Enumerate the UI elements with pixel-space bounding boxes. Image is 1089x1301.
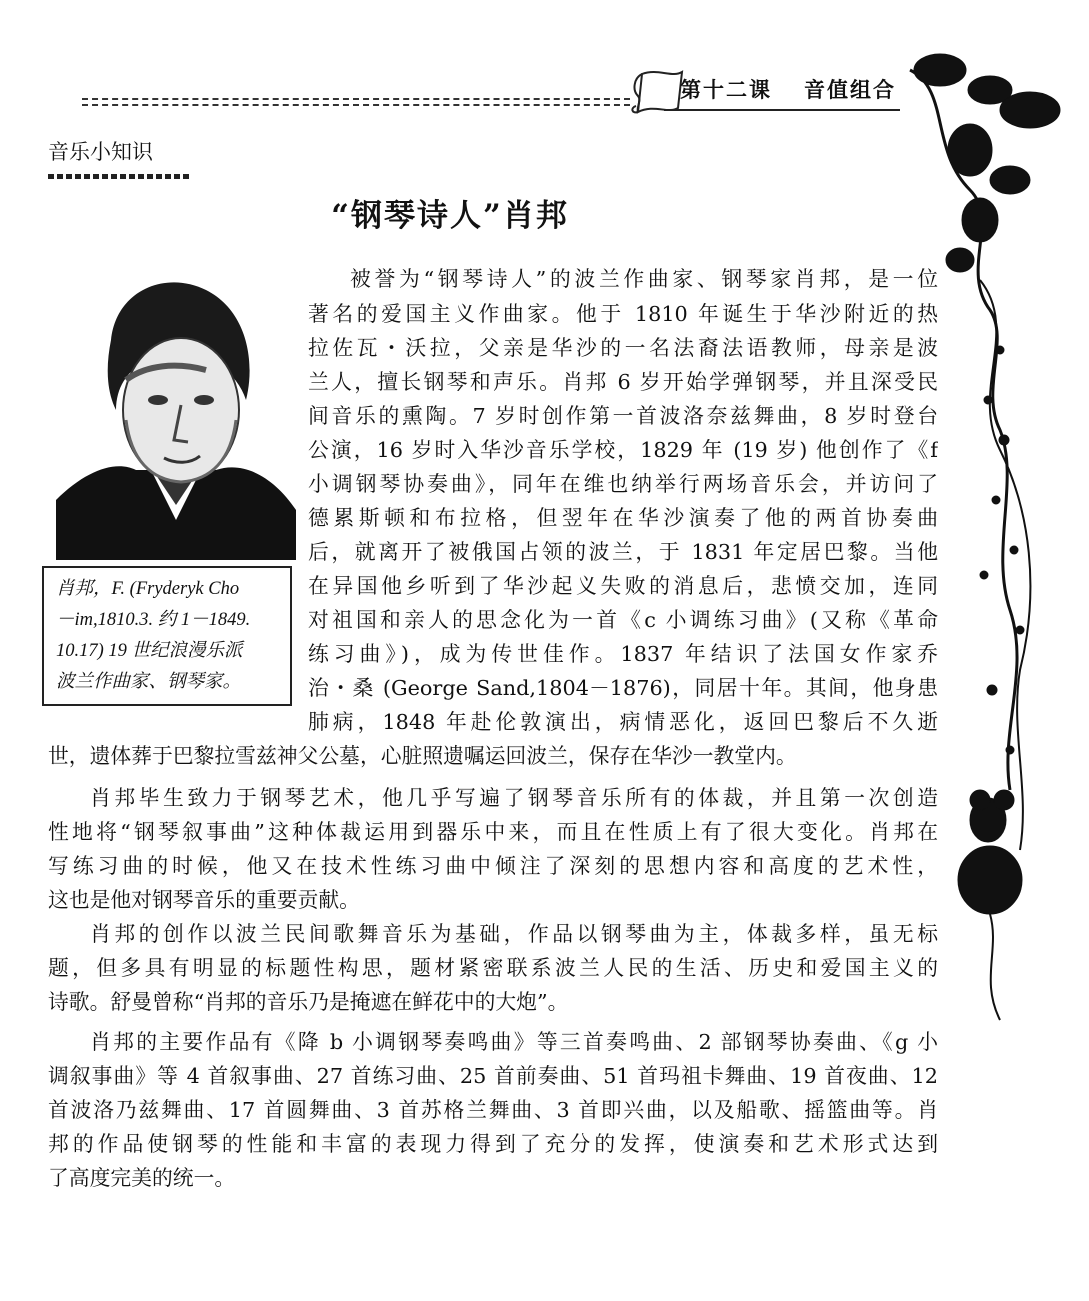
- section-label: 音乐小知识: [48, 140, 153, 164]
- body-line: 小调钢琴协奏曲》，同年在维也纳举行两场音乐会，并访问了: [308, 472, 938, 496]
- body-line: 诗歌。舒曼曾称“肖邦的音乐乃是掩遮在鲜花中的大炮”。: [48, 990, 569, 1014]
- caption-line: 10.17) 19 世纪浪漫乐派: [56, 641, 243, 661]
- body-line: 被誉为“钢琴诗人”的波兰作曲家、钢琴家肖邦，是一位: [350, 267, 938, 291]
- caption-line: 波兰作曲家、钢琴家。: [56, 672, 242, 692]
- body-line: 这也是他对钢琴音乐的重要贡献。: [48, 888, 360, 912]
- body-line: 著名的爱国主义作曲家。他于 1810 年诞生于华沙附近的热: [308, 302, 938, 326]
- body-line: 后，就离开了被俄国占领的波兰，于 1831 年定居巴黎。当他: [308, 540, 938, 564]
- body-line: 性地将“钢琴叙事曲”这种体裁运用到器乐中来，而且在性质上有了很大变化。肖邦在: [48, 820, 938, 844]
- body-line: 练习曲》)，成为传世佳作。1837 年结识了法国女作家乔: [308, 642, 938, 666]
- body-line: 世，遗体葬于巴黎拉雪兹神父公墓，心脏照遗嘱运回波兰，保存在华沙一教堂内。: [48, 744, 797, 768]
- body-line: 拉佐瓦・沃拉，父亲是华沙的一名法裔法语教师，母亲是波: [308, 336, 938, 360]
- body-line: 肖邦的创作以波兰民间歌舞音乐为基础，作品以钢琴曲为主，体裁多样，虽无标: [90, 922, 938, 946]
- body-line: 肖邦的主要作品有《降 b 小调钢琴奏鸣曲》等三首奏鸣曲、2 部钢琴协奏曲、《g 小: [90, 1030, 938, 1054]
- body-line: 首波洛乃兹舞曲、17 首圆舞曲、3 首苏格兰舞曲、3 首即兴曲，以及船歌、摇篮曲等。肖: [48, 1098, 938, 1122]
- body-line: 公演，16 岁时入华沙音乐学校，1829 年 (19 岁) 他创作了《f: [308, 438, 938, 462]
- caption-line: －im,1810.3. 约 1－1849.: [56, 610, 251, 630]
- chopin-portrait: [56, 270, 296, 560]
- portrait-caption: [42, 566, 292, 706]
- caption-line: 肖邦，F. (Fryderyk Cho: [56, 579, 240, 599]
- body-line: 肖邦毕生致力于钢琴艺术，他几乎写遍了钢琴音乐所有的体裁，并且第一次创造: [90, 786, 938, 810]
- body-line: 题，但多具有明显的标题性构思，题材紧密联系波兰人民的生活、历史和爱国主义的: [48, 956, 938, 980]
- body-line: 间音乐的熏陶。7 岁时创作第一首波洛奈兹舞曲，8 岁时登台: [308, 404, 938, 428]
- body-line: 兰人，擅长钢琴和声乐。肖邦 6 岁开始学弹钢琴，并且深受民: [308, 370, 938, 394]
- body-line: 写练习曲的时候，他又在技术性练习曲中倾注了深刻的思想内容和高度的艺术性，: [48, 854, 938, 878]
- chapter-heading: [680, 74, 896, 104]
- header-dashed-rule-lower: [82, 104, 630, 106]
- section-underline: [48, 174, 190, 179]
- body-line: 邦的作品使钢琴的性能和丰富的表现力得到了充分的发挥，使演奏和艺术形式达到: [48, 1132, 938, 1156]
- lesson-topic: 音值组合: [804, 77, 896, 102]
- header-rule: [664, 109, 900, 111]
- body-line: 在异国他乡听到了华沙起义失败的消息后，悲愤交加，连同: [308, 574, 938, 598]
- body-line: 调叙事曲》等 4 首叙事曲、27 首练习曲、25 首前奏曲、51 首玛祖卡舞曲、19 首夜曲、12: [48, 1064, 938, 1088]
- scroll-banner-icon: [628, 68, 684, 120]
- lesson-number: 第十二课: [680, 77, 772, 102]
- header-dashed-rule: [82, 98, 630, 100]
- body-line: 德累斯顿和布拉格，但翌年在华沙演奏了他的两首协奏曲: [308, 506, 938, 530]
- body-line: 了高度完美的统一。: [48, 1166, 236, 1190]
- body-line: 对祖国和亲人的思念化为一首《c 小调练习曲》(又称《革命: [308, 608, 938, 632]
- body-line: 肺病，1848 年赴伦敦演出，病情恶化，返回巴黎后不久逝: [308, 710, 938, 734]
- body-line: 治・桑 (George Sand,1804－1876)，同居十年。其间，他身患: [308, 676, 938, 700]
- article-title: “钢琴诗人”肖邦: [331, 198, 569, 234]
